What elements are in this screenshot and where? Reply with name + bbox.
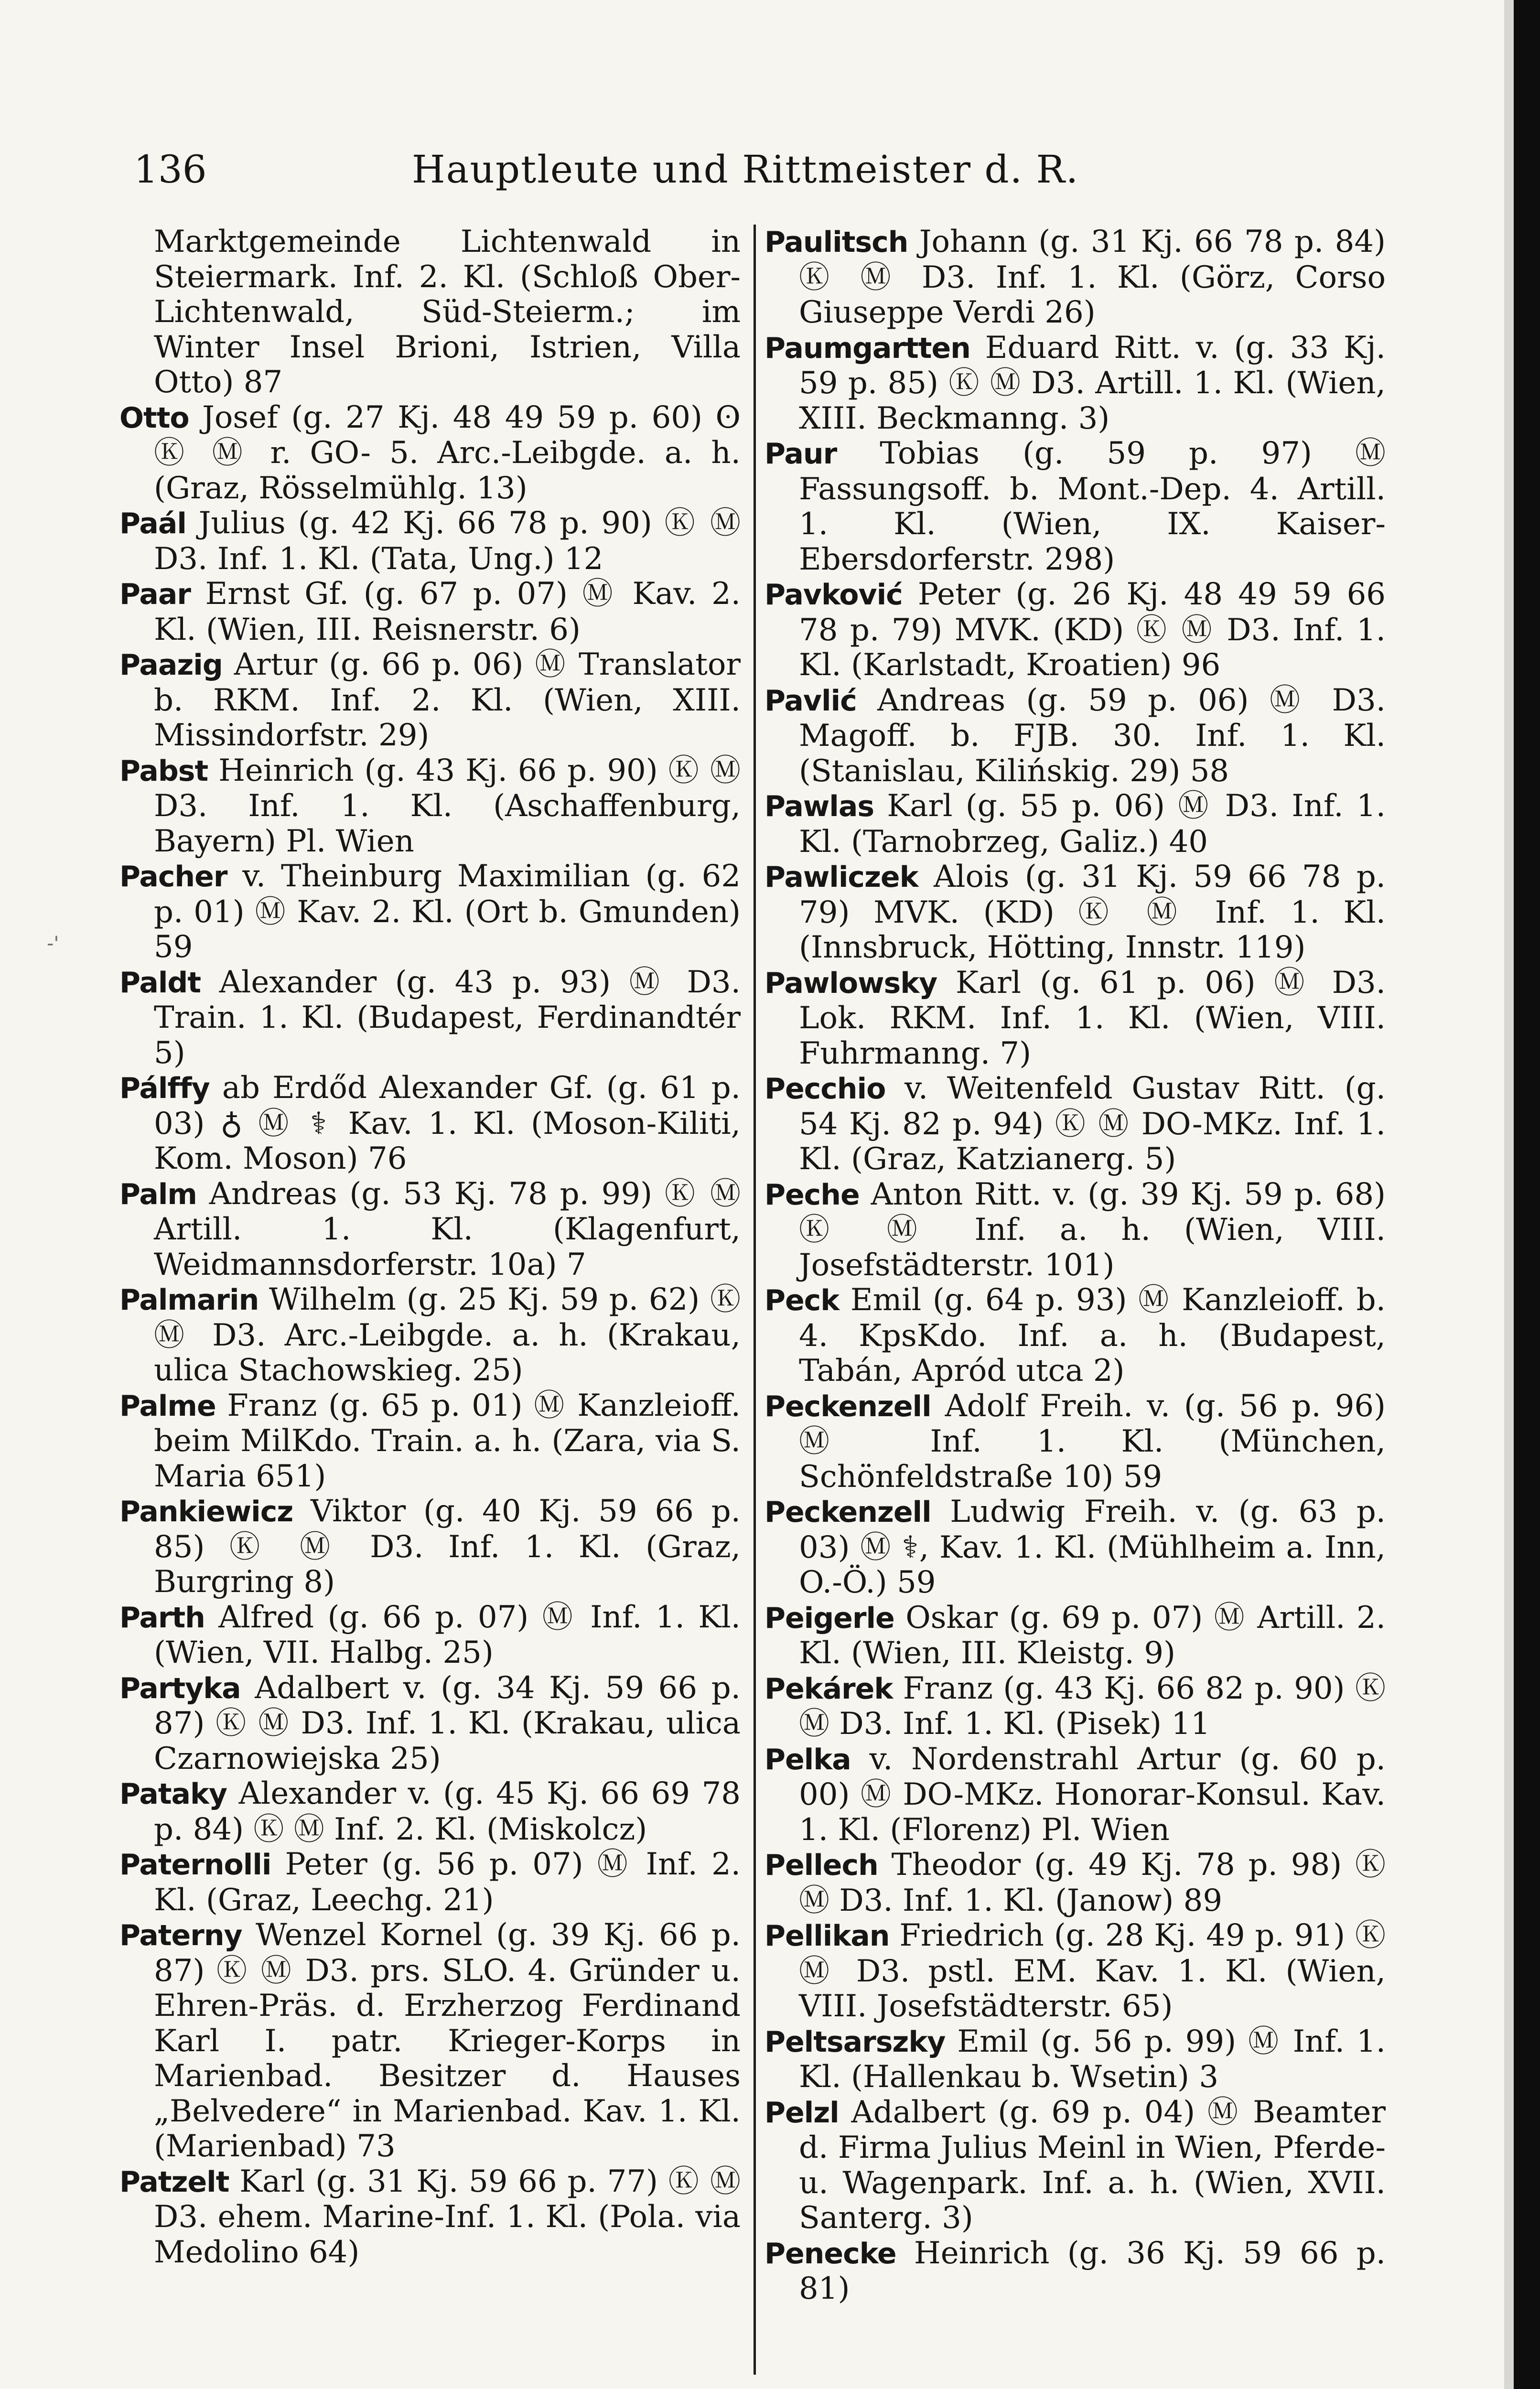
page-number: 136 bbox=[134, 147, 207, 192]
entry-surname: Paumgartten bbox=[765, 331, 970, 365]
directory-entry bbox=[119, 1600, 741, 1671]
entry-details: Ludwig Freih. v. (g. 63 p. 03) Ⓜ ⚕, Kav. 1. Kl. (Mühlheim a. Inn, O.-Ö.) 59 bbox=[799, 1494, 1386, 1600]
entry-details: Viktor (g. 40 Kj. 59 66 p. 85) Ⓚ Ⓜ D3. Inf. 1. Kl. (Graz, Burgring 8) bbox=[154, 1494, 741, 1600]
entry-surname: Paldt bbox=[119, 966, 201, 1000]
directory-entry bbox=[119, 859, 741, 965]
directory-entry bbox=[119, 1282, 741, 1388]
entry-surname: Paulitsch bbox=[765, 226, 908, 259]
entry-details: Alexander (g. 43 p. 93) Ⓜ D3. Train. 1. Kl. (Budapest, Ferdinandtér 5) bbox=[154, 964, 741, 1071]
entry-surname: Pawlas bbox=[765, 790, 874, 823]
directory-entry bbox=[119, 2164, 741, 2271]
entry-details: Theodor (g. 49 Kj. 78 p. 98) Ⓚ Ⓜ D3. Inf. 1. Kl. (Janow) 89 bbox=[799, 1847, 1386, 1918]
directory-entry bbox=[119, 1494, 741, 1600]
entry-surname: Peckenzell bbox=[765, 1389, 931, 1423]
entry-details: Julius (g. 42 Kj. 66 78 p. 90) Ⓚ Ⓜ D3. Inf. 1. Kl. (Tata, Ung.) 12 bbox=[154, 506, 741, 577]
entry-surname: Otto bbox=[119, 401, 189, 435]
entry-surname: Pellikan bbox=[765, 1919, 890, 1953]
directory-entry bbox=[119, 1388, 741, 1495]
left-column bbox=[119, 225, 741, 2270]
entry-surname: Palmarin bbox=[119, 1283, 259, 1317]
entry-surname: Paterny bbox=[119, 1919, 242, 1952]
directory-entry bbox=[119, 506, 741, 577]
entry-details: Karl (g. 55 p. 06) Ⓜ D3. Inf. 1. Kl. (Tarnobrzeg, Galiz.) 40 bbox=[799, 788, 1386, 860]
directory-entry bbox=[765, 1389, 1386, 1495]
entry-surname: Pavković bbox=[765, 578, 903, 612]
entry-surname: Pelka bbox=[765, 1743, 851, 1776]
directory-entry bbox=[765, 966, 1386, 1072]
entry-details: Franz (g. 65 p. 01) Ⓜ Kanzleioff. beim MilKdo. Train. a. h. (Zara, via S. Maria 651) bbox=[154, 1388, 741, 1494]
directory-entry bbox=[119, 1776, 741, 1847]
entry-surname: Pellech bbox=[765, 1849, 878, 1882]
page-edge bbox=[1514, 0, 1540, 2389]
directory-entry bbox=[119, 753, 741, 860]
directory-entry bbox=[119, 1918, 741, 2164]
directory-entry bbox=[765, 225, 1386, 331]
entry-details: Peter (g. 26 Kj. 48 49 59 66 78 p. 79) MVK. (KD) Ⓚ Ⓜ D3. Inf. 1. Kl. (Karlstadt, Kroatien) 96 bbox=[799, 577, 1386, 683]
entry-details: Ernst Gf. (g. 67 p. 07) Ⓜ Kav. 2. Kl. (Wien, III. Reisnerstr. 6) bbox=[154, 576, 741, 647]
entry-surname: Pacher bbox=[119, 860, 227, 893]
entry-details: Tobias (g. 59 p. 97) Ⓜ Fassungsoff. b. Mont.-Dep. 4. Artill. 1. Kl. (Wien, IX. Kaiser-Ebersdorferstr. 298) bbox=[799, 436, 1386, 577]
entry-surname: Paternolli bbox=[119, 1848, 271, 1882]
entry-details: Alois (g. 31 Kj. 59 66 78 p. 79) MVK. (KD) Ⓚ Ⓜ Inf. 1. Kl. (Innsbruck, Hötting, Innstr. 119) bbox=[799, 859, 1386, 965]
directory-entry bbox=[765, 789, 1386, 860]
directory-entry bbox=[119, 1847, 741, 1918]
entry-surname: Peltsarszky bbox=[765, 2025, 946, 2059]
entry-surname: Peigerle bbox=[765, 1601, 894, 1635]
directory-entry bbox=[765, 1601, 1386, 1671]
entry-surname: Palm bbox=[119, 1177, 197, 1211]
entry-details: Andreas (g. 59 p. 06) Ⓜ D3. Magoff. b. FJB. 30. Inf. 1. Kl. (Stanislau, Kilińskig. 29) 58 bbox=[799, 682, 1386, 789]
entry-surname: Peckenzell bbox=[765, 1496, 931, 1529]
entry-details: Heinrich (g. 36 Kj. 59 66 p. 81) bbox=[799, 2235, 1386, 2306]
entry-details: Anton Ritt. v. (g. 39 Kj. 59 p. 68) Ⓚ Ⓜ Inf. a. h. (Wien, VIII. Josefstädterstr. 101) bbox=[799, 1176, 1386, 1283]
entry-details: Artur (g. 66 p. 06) Ⓜ Translator b. RKM. Inf. 2. Kl. (Wien, XIII. Missindorfstr. 29) bbox=[154, 647, 741, 753]
entry-surname: Pawlowsky bbox=[765, 966, 937, 1000]
directory-entry bbox=[765, 1283, 1386, 1389]
directory-entry bbox=[765, 436, 1386, 577]
entry-details: v. Weitenfeld Gustav Ritt. (g. 54 Kj. 82 p. 94) Ⓚ Ⓜ DO-MKz. Inf. 1. Kl. (Graz, Katzianerg. 5) bbox=[799, 1071, 1386, 1177]
directory-entry bbox=[119, 1177, 741, 1283]
entry-surname: Parth bbox=[119, 1601, 205, 1635]
directory-entry bbox=[765, 1177, 1386, 1283]
right-column bbox=[765, 225, 1386, 2307]
directory-entry bbox=[765, 1071, 1386, 1177]
entry-surname: Pekárek bbox=[765, 1672, 893, 1706]
entry-details: v. Nordenstrahl Artur (g. 60 p. 00) Ⓜ DO-MKz. Honorar-Konsul. Kav. 1. Kl. (Florenz) Pl. Wien bbox=[799, 1741, 1386, 1848]
entry-details: Peter (g. 56 p. 07) Ⓜ Inf. 2. Kl. (Graz, Leechg. 21) bbox=[154, 1847, 741, 1918]
entry-surname: Peck bbox=[765, 1284, 840, 1317]
directory-entry bbox=[119, 647, 741, 753]
entry-surname: Paur bbox=[765, 437, 837, 471]
directory-entry bbox=[765, 1495, 1386, 1601]
entry-details: Emil (g. 64 p. 93) Ⓜ Kanzleioff. b. 4. KpsKdo. Inf. a. h. (Budapest, Tabán, Apród utca 2) bbox=[799, 1282, 1386, 1388]
entry-details: Wilhelm (g. 25 Kj. 59 p. 62) Ⓚ Ⓜ D3. Arc.-Leibgde. a. h. (Krakau, ulica Stachowskieg. 25) bbox=[154, 1282, 741, 1388]
entry-surname: Pecchio bbox=[765, 1072, 886, 1106]
entry-surname: Pabst bbox=[119, 754, 208, 788]
entry-details: Karl (g. 31 Kj. 59 66 p. 77) Ⓚ Ⓜ D3. ehem. Marine-Inf. 1. Kl. (Pola. via Medolino 64) bbox=[154, 2163, 741, 2270]
entry-surname: Peche bbox=[765, 1178, 860, 1212]
entry-details: Emil (g. 56 p. 99) Ⓜ Inf. 1. Kl. (Hallenkau b. Wsetin) 3 bbox=[799, 2023, 1386, 2095]
entry-details: Marktgemeinde Lichtenwald in Steiermark. Inf. 2. Kl. (Schloß Ober-Lichtenwald, Süd-Steierm.; im Winter Insel Brioni, Istrien, Villa Otto) 87 bbox=[154, 224, 741, 400]
entry-surname: Palme bbox=[119, 1389, 216, 1423]
directory-entry bbox=[765, 2236, 1386, 2307]
entry-details: Friedrich (g. 28 Kj. 49 p. 91) Ⓚ Ⓜ D3. pstl. EM. Kav. 1. Kl. (Wien, VIII. Josefstädterstr. 65) bbox=[799, 1918, 1386, 2024]
entry-details: Eduard Ritt. v. (g. 33 Kj. 59 p. 85) Ⓚ Ⓜ D3. Artill. 1. Kl. (Wien, XIII. Beckmanng. 3) bbox=[799, 330, 1386, 436]
entry-details: Johann (g. 31 Kj. 66 78 p. 84) Ⓚ Ⓜ D3. Inf. 1. Kl. (Görz, Corso Giuseppe Verdi 26) bbox=[799, 224, 1386, 330]
entry-details: Andreas (g. 53 Kj. 78 p. 99) Ⓚ Ⓜ Artill. 1. Kl. (Klagenfurt, Weidmannsdorferstr. 10a) 7 bbox=[154, 1176, 741, 1282]
entry-details: Josef (g. 27 Kj. 48 49 59 p. 60) ʘ Ⓚ Ⓜ r. GO- 5. Arc.-Leibgde. a. h. (Graz, Rösselmühlg. 13) bbox=[154, 399, 741, 506]
margin-mark: -' bbox=[47, 933, 59, 955]
entry-surname: Pálffy bbox=[119, 1072, 210, 1105]
entry-surname: Patzelt bbox=[119, 2165, 229, 2199]
directory-entry bbox=[119, 577, 741, 647]
directory-entry bbox=[765, 860, 1386, 966]
entry-surname: Pavlić bbox=[765, 684, 857, 718]
directory-entry bbox=[765, 2024, 1386, 2095]
directory-entry bbox=[119, 400, 741, 506]
entry-surname: Paar bbox=[119, 578, 191, 611]
directory-entry bbox=[765, 331, 1386, 437]
running-title: Hauptleute und Rittmeister d. R. bbox=[411, 147, 1079, 192]
directory-entry bbox=[765, 1848, 1386, 1918]
directory-entry bbox=[765, 577, 1386, 683]
directory-entry bbox=[765, 1918, 1386, 2024]
entry-details: Adalbert v. (g. 34 Kj. 59 66 p. 87) Ⓚ Ⓜ D3. Inf. 1. Kl. (Krakau, ulica Czarnowiejska 25) bbox=[154, 1670, 741, 1776]
entry-details: Heinrich (g. 43 Kj. 66 p. 90) Ⓚ Ⓜ D3. Inf. 1. Kl. (Aschaffenburg, Bayern) Pl. Wien bbox=[154, 753, 741, 859]
entry-details: v. Theinburg Maximilian (g. 62 p. 01) Ⓜ Kav. 2. Kl. (Ort b. Gmunden) 59 bbox=[154, 859, 741, 965]
entry-surname: Penecke bbox=[765, 2237, 896, 2271]
entry-details: Wenzel Kornel (g. 39 Kj. 66 p. 87) Ⓚ Ⓜ D3. prs. SLO. 4. Gründer u. Ehren-Präs. d. Erzherzog Ferdinand Karl I. patr. Krieger-Korps in Marienbad. Besitzer d. Hauses „Belvedere“ in Marienbad. Kav. 1. Kl. (Marienbad) 73 bbox=[154, 1917, 741, 2164]
entry-surname: Pankiewicz bbox=[119, 1495, 293, 1528]
entry-surname: Pelzl bbox=[765, 2096, 839, 2130]
entry-details: Adalbert (g. 69 p. 04) Ⓜ Beamter d. Firma Julius Meinl in Wien, Pferde- u. Wagenpark. Inf. a. h. (Wien, XVII. Santerg. 3) bbox=[799, 2094, 1386, 2236]
directory-entry bbox=[119, 1671, 741, 1777]
entry-details: Alexander v. (g. 45 Kj. 66 69 78 p. 84) Ⓚ Ⓜ Inf. 2. Kl. (Miskolcz) bbox=[154, 1776, 741, 1847]
page-edge-shadow bbox=[1504, 0, 1514, 2389]
entry-details: Adolf Freih. v. (g. 56 p. 96) Ⓜ Inf. 1. Kl. (München, Schönfeldstraße 10) 59 bbox=[799, 1388, 1386, 1495]
directory-entry bbox=[765, 683, 1386, 789]
entry-details: ab Erdőd Alexander Gf. (g. 61 p. 03) ♁ Ⓜ ⚕ Kav. 1. Kl. (Moson-Kiliti, Kom. Moson) 76 bbox=[154, 1070, 741, 1176]
page-header bbox=[134, 143, 1357, 196]
entry-surname: Paazig bbox=[119, 648, 223, 682]
directory-entry bbox=[119, 1071, 741, 1177]
entry-details: Oskar (g. 69 p. 07) Ⓜ Artill. 2. Kl. (Wien, III. Kleistg. 9) bbox=[799, 1600, 1386, 1671]
entry-surname: Pawliczek bbox=[765, 861, 918, 894]
entry-details: Alfred (g. 66 p. 07) Ⓜ Inf. 1. Kl. (Wien, VII. Halbg. 25) bbox=[154, 1599, 741, 1670]
entry-surname: Paál bbox=[119, 507, 186, 540]
directory-entry bbox=[765, 2095, 1386, 2236]
entry-details: Karl (g. 61 p. 06) Ⓜ D3. Lok. RKM. Inf. 1. Kl. (Wien, VIII. Fuhrmanng. 7) bbox=[799, 965, 1386, 1071]
column-divider bbox=[754, 225, 756, 2375]
entry-surname: Pataky bbox=[119, 1777, 227, 1811]
directory-entry bbox=[765, 1671, 1386, 1742]
directory-entry bbox=[119, 225, 741, 400]
entry-details: Franz (g. 43 Kj. 66 82 p. 90) Ⓚ Ⓜ D3. Inf. 1. Kl. (Pisek) 11 bbox=[799, 1670, 1386, 1742]
directory-entry bbox=[119, 965, 741, 1071]
directory-entry bbox=[765, 1742, 1386, 1848]
entry-surname: Partyka bbox=[119, 1671, 241, 1705]
